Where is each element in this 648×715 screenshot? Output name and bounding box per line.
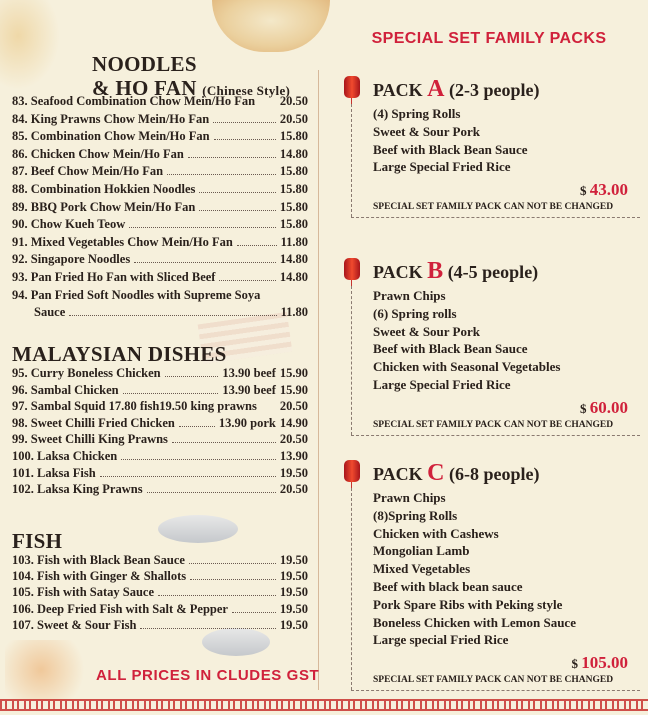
item-name: 90. Chow Kueh Teow	[12, 217, 126, 232]
lantern-icon	[344, 258, 360, 280]
pack-item: Mixed Vegetables	[373, 561, 471, 577]
item-name: 88. Combination Hokkien Noodles	[12, 182, 196, 196]
item-name: 83. Seafood Combination Chow Mein/Ho Fan	[12, 94, 256, 108]
pack-item: Pork Spare Ribs with Peking style	[373, 596, 563, 612]
pack-item: Mongolian Lamb	[373, 543, 470, 559]
pack-people: (2-3 people)	[449, 80, 540, 100]
item-name: 95. Curry Boneless Chicken	[12, 366, 161, 380]
pack-item: Sweet & Sour Pork	[373, 123, 481, 139]
menu-item	[12, 270, 308, 285]
item-price: 15.80	[279, 129, 308, 144]
dot-leader	[199, 191, 276, 193]
pack-item: Large Special Fried Rice	[373, 377, 511, 392]
item-price: 14.80	[279, 146, 308, 161]
dot-leader	[179, 425, 215, 427]
dot-leader	[189, 562, 276, 564]
item-name: 87. Beef Chow Mein/Ho Fan	[12, 164, 164, 179]
dot-leader	[123, 392, 219, 394]
item-name: 100. Laksa Chicken	[12, 449, 118, 463]
item-name: 101. Laksa Fish	[12, 465, 96, 480]
pack-note: SPECIAL SET FAMILY PACK CAN NOT BE CHANGED	[373, 202, 614, 213]
menu-item	[12, 112, 308, 127]
ho-fan-heading-text: & HO FAN	[92, 76, 197, 100]
pack-note: SPECIAL SET FAMILY PACK CAN NOT BE CHANGED	[373, 675, 614, 686]
item-name: 106. Deep Fried Fish with Salt & Pepper	[12, 601, 228, 616]
pack-price	[580, 180, 628, 200]
pack-letter: B	[427, 258, 444, 284]
item-price: 19.50	[279, 553, 308, 567]
dot-leader	[237, 244, 277, 246]
dot-leader	[214, 138, 276, 140]
menu-item	[12, 602, 308, 617]
item-price-alt: 13.90 beef	[222, 366, 276, 380]
dot-leader	[167, 173, 276, 175]
menu-item	[12, 252, 308, 267]
pack-item: Sweet & Sour Pork	[373, 323, 481, 339]
pack-item: (6) Spring rolls	[373, 305, 457, 321]
menu-item	[12, 383, 308, 398]
dot-leader	[134, 261, 276, 263]
column-divider	[318, 70, 319, 690]
item-price: 14.90	[279, 415, 308, 430]
item-name: 91. Mixed Vegetables Chow Mein/Ho Fan	[12, 234, 233, 249]
item-price-alt: 13.90 beef	[222, 382, 276, 397]
dot-leader	[232, 611, 276, 613]
menu-item	[12, 217, 308, 232]
dot-leader	[213, 121, 276, 123]
dot-leader	[121, 458, 276, 460]
menu-item	[12, 553, 308, 568]
item-price: 20.50	[279, 399, 308, 414]
item-price: 15.80	[279, 164, 308, 179]
dashed-guide	[351, 286, 352, 435]
dot-leader	[172, 441, 276, 443]
pack-title	[373, 76, 540, 103]
item-name: 94. Pan Fried Soft Noodles with Supreme Soya	[12, 287, 261, 302]
item-price: 15.90	[279, 382, 308, 397]
pack-note: SPECIAL SET FAMILY PACK CAN NOT BE CHANGED	[373, 419, 614, 430]
menu-item	[12, 94, 308, 109]
item-price: 11.80	[280, 234, 308, 249]
item-name: 99. Sweet Chilli King Prawns	[12, 432, 168, 447]
item-name: 86. Chicken Chow Mein/Ho Fan	[12, 146, 184, 161]
item-name: 85. Combination Chow Mein/Ho Fan	[12, 129, 210, 144]
menu-item	[12, 569, 308, 584]
fish-heading: FISH	[12, 529, 63, 553]
menu-item	[12, 432, 308, 447]
pack-item: Prawn Chips	[373, 288, 446, 303]
menu-item	[12, 618, 308, 633]
item-name: 98. Sweet Chilli Fried Chicken	[12, 415, 175, 430]
menu-item	[12, 466, 308, 481]
dot-leader	[69, 314, 276, 316]
item-name: 105. Fish with Satay Sauce	[12, 585, 155, 600]
pack-letter: C	[427, 460, 445, 486]
item-name: 89. BBQ Pork Chow Mein/Ho Fan	[12, 199, 196, 214]
pack-price	[572, 653, 629, 673]
price-amount: 60.00	[589, 397, 628, 417]
vegetables-illustration	[5, 640, 95, 700]
fish-illustration	[158, 515, 238, 543]
pack-item: (8)Spring Rolls	[373, 507, 458, 523]
dot-leader	[219, 279, 275, 281]
item-name: 107. Sweet & Sour Fish	[12, 617, 137, 632]
pack-item: (4) Spring Rolls	[373, 106, 461, 121]
lantern-icon	[344, 76, 360, 98]
price-amount: 43.00	[589, 180, 628, 200]
item-name: 104. Fish with Ginger & Shallots	[12, 569, 187, 584]
menu-item	[12, 399, 308, 414]
item-price: 19.50	[279, 569, 308, 584]
malaysian-heading: MALAYSIAN DISHES	[12, 342, 227, 366]
item-price: 15.90	[279, 366, 308, 380]
menu-item	[12, 585, 308, 600]
dashed-guide	[351, 690, 640, 691]
pack-item: Boneless Chicken with Lemon Sauce	[373, 614, 576, 630]
dot-leader	[190, 578, 276, 580]
item-price: 13.90	[279, 449, 308, 463]
pack-label: PACK	[373, 80, 423, 100]
pack-letter: A	[427, 76, 445, 102]
dashed-guide	[351, 435, 640, 436]
menu-item	[12, 235, 308, 250]
item-price: 15.80	[279, 217, 308, 232]
pack-item: Chicken with Cashews	[373, 525, 499, 541]
pack-item: Large special Fried Rice	[373, 632, 509, 648]
pack-item: Beef with black bean sauce	[373, 579, 523, 594]
dot-leader	[147, 491, 276, 493]
lantern-icon	[344, 460, 360, 482]
dashed-guide	[351, 104, 352, 217]
noodles-heading: NOODLES	[92, 52, 197, 76]
pack-title	[373, 258, 538, 285]
item-name: 97. Sambal Squid 17.80 fish19.50 king prawns	[12, 399, 257, 414]
pack-label: PACK	[373, 262, 423, 282]
dumpling-bowl-illustration	[212, 0, 330, 52]
price-amount: 105.00	[581, 653, 628, 673]
decorative-border	[0, 699, 648, 711]
menu-item	[12, 366, 308, 381]
menu-item	[12, 416, 308, 431]
dot-leader	[165, 375, 219, 377]
chinese-style-subtitle: (Chinese Style)	[202, 83, 291, 98]
menu-item	[12, 200, 308, 215]
item-price-alt: 13.90 pork	[218, 415, 276, 430]
pack-item: Prawn Chips	[373, 490, 446, 505]
dashed-guide	[351, 488, 352, 690]
item-price: 20.50	[279, 94, 308, 108]
pack-item: Beef with Black Bean Sauce	[373, 341, 528, 357]
menu-item	[12, 449, 308, 464]
pack-people: (6-8 people)	[449, 464, 540, 484]
currency-symbol: $	[580, 400, 587, 416]
gst-note: ALL PRICES IN CLUDES GST	[96, 667, 320, 684]
item-price: 19.50	[279, 585, 308, 600]
menu-item	[12, 305, 308, 320]
item-price: 19.50	[279, 465, 308, 480]
item-price: 19.50	[279, 617, 308, 632]
menu-item	[12, 164, 308, 179]
item-name: 102. Laksa King Prawns	[12, 482, 143, 497]
item-price: 19.50	[279, 601, 308, 616]
item-name: 84. King Prawns Chow Mein/Ho Fan	[12, 111, 210, 126]
dot-leader	[100, 475, 276, 477]
pack-item: Large Special Fried Rice	[373, 159, 511, 175]
menu-item	[12, 482, 308, 497]
dot-leader	[158, 594, 276, 596]
pack-item: Beef with Black Bean Sauce	[373, 141, 528, 157]
dot-leader	[129, 226, 276, 228]
pack-item: Chicken with Seasonal Vegetables	[373, 359, 561, 375]
pack-price	[580, 398, 628, 418]
noodles-illustration	[0, 0, 60, 90]
dashed-guide	[351, 217, 640, 218]
item-price: 14.80	[279, 270, 308, 284]
item-name: Sauce	[34, 305, 66, 320]
item-price: 20.50	[279, 111, 308, 126]
currency-symbol: $	[580, 183, 587, 199]
pack-people: (4-5 people)	[447, 262, 539, 282]
menu-item	[12, 129, 308, 144]
item-name: 92. Singapore Noodles	[12, 252, 131, 267]
menu-item	[12, 182, 308, 197]
menu-item	[12, 147, 308, 162]
dot-leader	[199, 209, 276, 211]
item-name: 103. Fish with Black Bean Sauce	[12, 553, 185, 567]
item-price: 15.80	[279, 199, 308, 214]
item-price: 20.50	[279, 432, 308, 447]
currency-symbol: $	[571, 656, 578, 672]
pack-label: PACK	[373, 464, 423, 484]
dot-leader	[188, 156, 276, 158]
pack-title	[373, 460, 540, 487]
menu-item	[12, 288, 308, 303]
item-price: 11.80	[280, 305, 308, 320]
dot-leader	[140, 627, 275, 629]
item-price: 14.80	[279, 252, 308, 267]
item-price: 15.80	[279, 182, 308, 196]
special-packs-heading: SPECIAL SET FAMILY PACKS	[371, 30, 607, 47]
item-price: 20.50	[279, 482, 308, 497]
item-name: 96. Sambal Chicken	[12, 382, 119, 397]
item-name: 93. Pan Fried Ho Fan with Sliced Beef	[12, 270, 216, 284]
